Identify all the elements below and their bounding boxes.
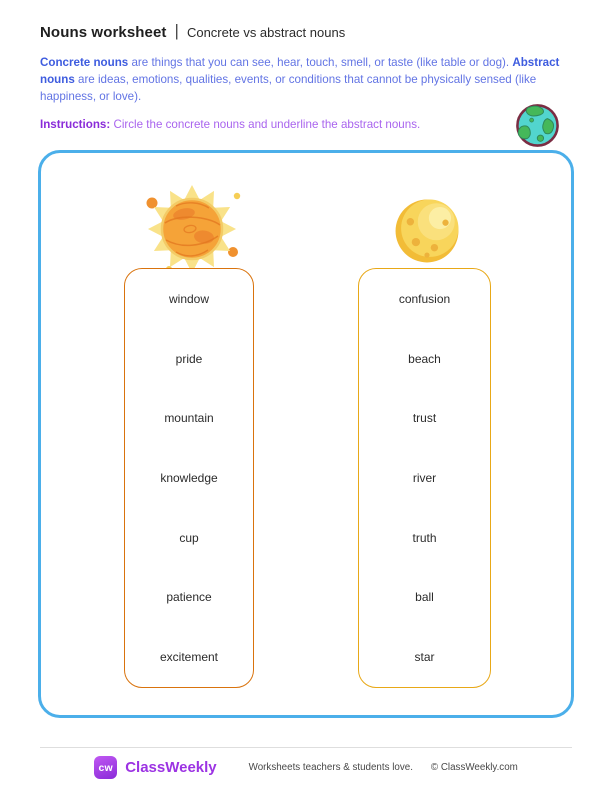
concrete-nouns-label: Concrete nouns (40, 56, 129, 69)
page-subtitle: Concrete vs abstract nouns (186, 24, 346, 40)
word-item: confusion (398, 291, 451, 306)
description-paragraph (40, 54, 568, 105)
word-item: pride (175, 351, 203, 366)
right-word-column (358, 268, 491, 688)
worksheet-frame (38, 150, 574, 718)
instructions-text: Circle the concrete nouns and underline the abstract nouns. (110, 118, 421, 131)
word-item: patience (166, 590, 212, 605)
word-item: excitement (159, 650, 219, 665)
word-item: beach (408, 351, 441, 366)
footer-tagline: Worksheets teachers & students love. (248, 762, 413, 773)
classweekly-logo: cw (94, 756, 117, 779)
word-item: window (168, 291, 210, 306)
moon-illustration (390, 194, 464, 268)
sun-illustration (132, 183, 252, 279)
footer-divider (40, 747, 572, 748)
abstract-nouns-label: Abstract nouns (40, 56, 560, 86)
instructions-label: Instructions: (40, 118, 111, 131)
word-item: star (414, 650, 435, 665)
concrete-nouns-text: are things that you can see, hear, touch, smell, or taste (like table or dog). (128, 56, 513, 69)
abstract-nouns-text: are ideas, emotions, qualities, events, or conditions that cannot be physically sensed (like happiness, or love). (40, 73, 537, 103)
footer (40, 756, 572, 779)
word-item: mountain (164, 411, 214, 426)
title-separator: | (174, 21, 179, 40)
word-item: ball (415, 590, 434, 605)
page-header (40, 22, 345, 42)
globe-icon (514, 102, 561, 149)
brand-name: ClassWeekly (125, 759, 217, 776)
left-word-column (124, 268, 254, 688)
instructions-line (40, 118, 510, 131)
brand-lockup (94, 756, 234, 779)
word-item: trust (412, 411, 437, 426)
word-item: truth (412, 530, 437, 545)
page-title: Nouns worksheet (40, 23, 167, 41)
word-item: cup (179, 530, 199, 545)
word-item: river (412, 471, 437, 486)
word-item: knowledge (160, 471, 218, 486)
footer-copyright: © ClassWeekly.com (430, 762, 518, 773)
